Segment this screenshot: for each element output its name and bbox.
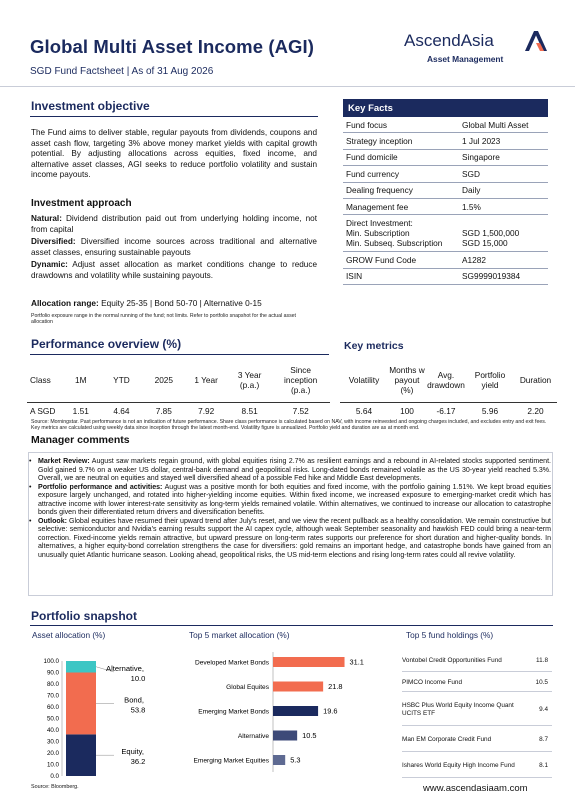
metrics-heading: Key metrics: [344, 340, 404, 352]
objective-text: The Fund aims to deliver stable, regular payouts from dividends, coupons and asset cash flow, targeting 3% above money market yields with capital growth potential. By adjusting allocations across equities, fixed income, and alternative asset classes, AGI seeks to reduce portfolio volatility and sustain income payouts.: [31, 128, 317, 180]
asset-allocation-chart: [28, 650, 168, 785]
market-bar: [273, 755, 285, 765]
perf-header: YTD: [100, 358, 143, 402]
category-label: Emerging Market Equities: [193, 757, 269, 765]
category-label: Global Equites: [226, 684, 269, 691]
metrics-row: 5.64 100 -6.17 5.96 2.20: [355, 406, 544, 417]
y-tick-label: 20.0: [46, 750, 59, 757]
holding-weight: 8.1: [539, 762, 548, 769]
key-fact-row: Strategy inception 1 Jul 2023: [343, 133, 548, 149]
objective-rule: [30, 116, 318, 117]
category-label: Bond,: [124, 695, 144, 705]
perf-header: 2025: [143, 358, 184, 402]
holding-weight: 10.5: [535, 679, 548, 686]
metrics-header: Volatility: [340, 358, 388, 402]
manager-comment: • Outlook: Global equities have resumed their upward trend after July's reset, and we view the recent pullback as a healthy consolidation. We remain constructive but selective: semiconductor and Nvidia's earning results support the AI capex cycle, although weak September seasonality and hawkish FED could bring a near-term correction. Fixed-income yields remain attractive, but upward pressure on long-term rates supports our preference for short duration and higher-quality bonds. In alternatives, a higher equity-bond correlation strengthens the case for diversifiers: gold remains an important hedge, and catastrophe bonds have gained from an unusually quiet Atlantic hurricane season. Looking ahead, geopolitical risks, the US mid-term elections and rising long-term rates could all revive volatility.: [38, 518, 551, 561]
performance-heading: Performance overview (%): [31, 337, 182, 351]
holding-name: HSBC Plus World Equity Income Quant UCITS ETF: [402, 701, 514, 717]
category-label: Alternative,: [106, 664, 144, 673]
y-tick-label: 90.0: [46, 669, 59, 677]
key-fact-row: Fund domicile Singapore: [343, 150, 548, 166]
approach-heading: Investment approach: [31, 198, 132, 209]
allocation-bar-segment: [66, 673, 96, 735]
y-tick-label: 40.0: [46, 727, 59, 734]
company-logo: [404, 31, 554, 67]
holding-name: Ishares World Equity High Income Fund: [402, 761, 515, 769]
holding-row: [402, 650, 552, 672]
performance-source-note: Source: Morningstar. Past performance is not an indication of future performance. Share class performance is calculated based on NAV, with income reinvested and ongoing charges included, and excludes entry and exit fees. Key metrics are calculated using weekly data since inception through the latest month-end. Volatility figure is annualized. Portfolio yield and duration are as at month end.: [31, 419, 547, 432]
performance-table: [27, 358, 330, 420]
data-label: 10.5: [302, 731, 317, 740]
y-tick-label: 70.0: [46, 692, 59, 700]
holding-name: PIMCO Income Fund: [402, 678, 463, 686]
key-facts-panel: [343, 99, 548, 285]
metrics-header: Months w payout (%): [388, 358, 426, 402]
market-allocation-heading: Top 5 market allocation (%): [189, 630, 290, 640]
objective-heading: Investment objective: [31, 99, 150, 113]
holding-row: [402, 674, 552, 692]
metrics-header: Duration: [514, 358, 557, 402]
manager-comment: • Portfolio performance and activities: August was a positive month for both equities and fixed income, with the portfolio gaining 1.51%. We kept broad equities exposure largely unchanged, and rotated into higher-yielding income equities. Within fixed income, we increased exposure to emerging-market credit which has attractive income with lower interest-rate sensitivity as long-term yields remained volatile. Within alternatives, we continued to increase our allocation to catastrophe bonds given their differentiated return drivers and diversification benefits.: [38, 484, 551, 518]
approach-item: Diversified: Diversified income sources across traditional and alternative asset classes, ensuring sustainable payouts: [31, 237, 317, 257]
y-tick-label: 100.0: [43, 658, 59, 665]
key-fact-row: Management fee 1.5%: [343, 199, 548, 215]
data-label: 53.8: [130, 705, 146, 715]
footer-url[interactable]: www.ascendasiaam.com: [423, 783, 528, 794]
key-fact-row: Fund currency SGD: [343, 166, 548, 182]
data-label: 19.6: [323, 706, 338, 716]
y-tick-label: 60.0: [46, 704, 59, 711]
market-bar: [273, 657, 345, 667]
key-fact-row: ISIN SG9999019384: [343, 269, 548, 285]
holding-name: Vontobel Credit Opportunities Fund: [402, 656, 502, 664]
snapshot-rule: [30, 625, 553, 626]
y-tick-label: 0.0: [50, 773, 59, 780]
holding-name: Man EM Corporate Credit Fund: [402, 735, 492, 743]
metrics-table: [340, 358, 557, 420]
snapshot-source: Source: Bloomberg.: [31, 784, 79, 790]
logo-subtitle: Asset Management: [427, 54, 504, 64]
manager-comments-list: [38, 458, 551, 561]
market-allocation-chart: [185, 650, 365, 775]
perf-header: 1 Year: [184, 358, 227, 402]
key-fact-row: GROW Fund Code A1282: [343, 252, 548, 268]
allocation-range: Allocation range: Equity 25-35 | Bond 50-70 | Alternative 0-15: [31, 298, 262, 308]
approach-list: [31, 214, 317, 282]
perf-header: 1M: [62, 358, 100, 402]
perf-header: Since inception (p.a.): [271, 358, 330, 402]
holdings-table: [402, 650, 552, 780]
key-fact-row: Fund focus Global Multi Asset: [343, 117, 548, 133]
approach-item: Natural: Dividend distribution paid out from underlying holding income, not from capital: [31, 214, 317, 234]
category-label: Alternative: [237, 733, 269, 740]
page-subtitle: SGD Fund Factsheet | As of 31 Aug 2026: [30, 66, 214, 77]
metrics-header: Portfolio yield: [466, 358, 514, 402]
logo-name: AscendAsia: [404, 31, 494, 50]
header-divider: [0, 86, 575, 87]
data-label: 21.8: [328, 682, 343, 691]
perf-header: 3 Year (p.a.): [228, 358, 271, 402]
manager-comment: • Market Review: August saw markets regain ground, with global equities rising 2.7% as resilient earnings and a rebound in AI-related stocks supported sentiment. Gold gained 9.7% on a weaker US dollar, central-bank demand and geopolitical risks. Long-dated bonds remained volatile as the US 30-year yield reached 5.3%. Overall, we are neutral on equities and stayed well diversified ahead of a possible Fed hike and Middle East developments.: [38, 458, 551, 484]
snapshot-heading: Portfolio snapshot: [31, 609, 137, 623]
approach-item: Dynamic: Adjust asset allocation as market conditions change to reduce drawdowns and volatility while sustaining payouts.: [31, 260, 317, 280]
holding-weight: 8.7: [539, 736, 548, 743]
perf-row: A SGD 1.51 4.64 7.85 7.92 8.51 7.52: [30, 406, 309, 417]
allocation-heading: Asset allocation (%): [32, 630, 106, 640]
key-fact-direct-investment: Direct Investment: Min. Subscription SGD 1,500,000 Min. Subseq. Subscription SGD 15,000: [343, 215, 548, 252]
category-label: Emerging Market Bonds: [198, 708, 269, 716]
performance-rule: [30, 354, 329, 355]
data-label: 10.0: [130, 674, 146, 683]
key-facts-heading: Key Facts: [343, 99, 548, 117]
page-title: Global Multi Asset Income (AGI): [30, 36, 315, 57]
metrics-header: Avg. drawdown: [426, 358, 466, 402]
key-fact-row: Dealing frequency Daily: [343, 183, 548, 199]
holding-row: [402, 728, 552, 752]
data-label: 5.3: [290, 755, 301, 765]
data-label: 36.2: [130, 757, 146, 767]
holding-weight: 11.8: [536, 657, 548, 664]
y-tick-label: 50.0: [46, 715, 59, 723]
y-tick-label: 10.0: [46, 761, 59, 769]
holding-row: [402, 754, 552, 778]
logo-mark-icon: [525, 31, 549, 51]
holding-row: [402, 694, 552, 726]
holdings-heading: Top 5 fund holdings (%): [406, 630, 494, 640]
data-label: 31.1: [349, 657, 364, 667]
category-label: Equity,: [121, 747, 144, 757]
allocation-bar-segment: [66, 661, 96, 673]
allocation-bar-segment: [66, 734, 96, 776]
manager-heading: Manager comments: [31, 434, 130, 446]
category-label: Developed Market Bonds: [194, 659, 269, 667]
y-tick-label: 30.0: [46, 738, 59, 746]
market-bar: [273, 706, 318, 716]
market-bar: [273, 731, 297, 741]
holding-weight: 9.4: [539, 706, 548, 713]
market-bar: [273, 682, 323, 692]
allocation-range-note: Portfolio exposure range in the normal running of the fund; not limits. Refer to portfolio snapshot for the actual asset allocation: [31, 313, 297, 326]
y-tick-label: 80.0: [46, 681, 59, 688]
perf-header: Class: [27, 358, 62, 402]
